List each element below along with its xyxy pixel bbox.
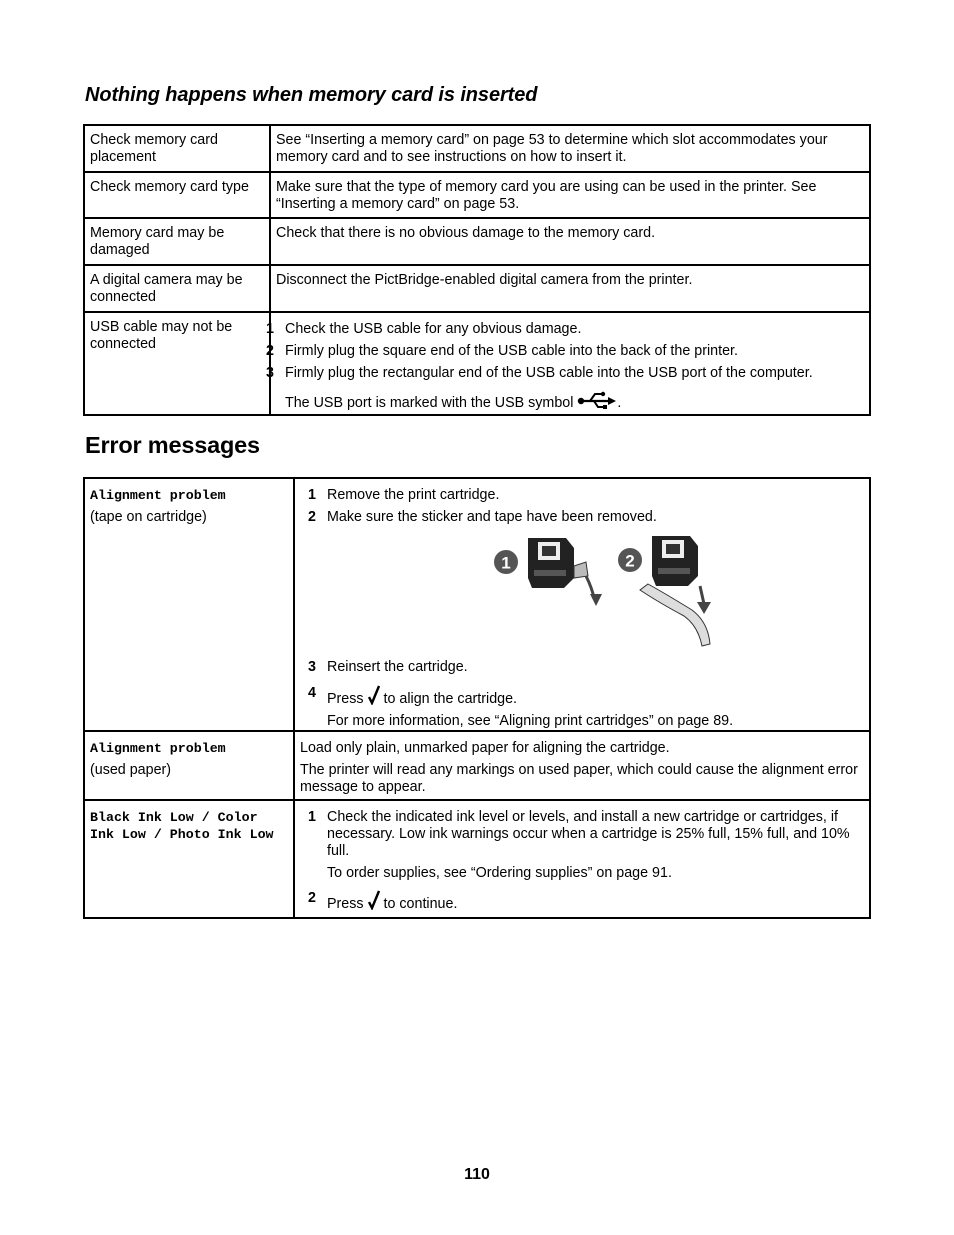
step-text xyxy=(327,890,864,913)
tape-1-icon xyxy=(574,562,602,606)
message-cell xyxy=(84,478,294,731)
page-number: 110 xyxy=(464,1166,490,1183)
solution-cell: Disconnect the PictBridge-enabled digital camera from the printer. xyxy=(270,265,870,312)
table-row xyxy=(84,800,870,918)
step-text xyxy=(327,685,864,708)
problem-cell: Check memory card type xyxy=(84,172,270,218)
step-text-pre: Press xyxy=(327,896,364,912)
cartridge-tape-removal-illustration xyxy=(488,532,748,652)
step-text: Remove the print cartridge. xyxy=(327,487,500,503)
step-number: 1 xyxy=(266,321,274,337)
step-number: 3 xyxy=(266,365,274,381)
memory-card-troubleshooting-table xyxy=(83,124,871,416)
step-text: Reinsert the cartridge. xyxy=(327,659,468,675)
error-messages-heading: Error messages xyxy=(85,432,260,458)
cartridge-illustration xyxy=(300,532,864,652)
step-number: 1 xyxy=(308,487,316,503)
table-row xyxy=(84,731,870,800)
step-text: Check the USB cable for any obvious damage. xyxy=(285,321,582,337)
step-number: 1 xyxy=(308,809,316,825)
section-heading: Nothing happens when memory card is inserted xyxy=(85,84,538,106)
step-text: Check the indicated ink level or levels, and install a new cartridge or cartridges, if necessary. Low ink warnings occur when a cartridge is 25% full, 15% full, and 10% full. xyxy=(327,809,850,859)
solution-cell: Make sure that the type of memory card you are using can be used in the printer. See “Inserting a memory card” on page 53. xyxy=(270,172,870,218)
solution-cell: Check that there is no obvious damage to the memory card. xyxy=(270,218,870,265)
step-number: 2 xyxy=(266,343,274,359)
step-text-post: to align the cartridge. xyxy=(383,691,518,707)
step-text-pre: Press xyxy=(327,691,364,707)
step-text: Firmly plug the rectangular end of the USB cable into the USB port of the computer. xyxy=(285,365,813,381)
solution-cell xyxy=(294,800,870,918)
solution-cell xyxy=(294,731,870,800)
step-number: 2 xyxy=(308,890,316,906)
list-item xyxy=(258,321,864,338)
table-row xyxy=(84,312,870,415)
message-cell xyxy=(84,731,294,800)
table-row xyxy=(84,125,870,172)
table-row xyxy=(84,172,870,218)
removed-tape-icon xyxy=(640,584,711,646)
list-item xyxy=(300,487,864,504)
table-row xyxy=(84,218,870,265)
list-item xyxy=(300,809,864,860)
paragraph: Load only plain, unmarked paper for aligning the cartridge. xyxy=(300,740,670,756)
cartridge-1-icon xyxy=(528,538,574,588)
step-text: Make sure the sticker and tape have been removed. xyxy=(327,509,657,525)
usb-note-end: . xyxy=(617,395,622,411)
problem-cell: Check memory card placement xyxy=(84,125,270,172)
list-item xyxy=(258,365,864,382)
cartridge-2-icon xyxy=(652,536,698,586)
solution-cell: See “Inserting a memory card” on page 53 to determine which slot accommodates your memory card and to see instructions on how to insert it. xyxy=(270,125,870,172)
message-cell xyxy=(84,800,294,918)
error-message-subtitle: (tape on cartridge) xyxy=(90,509,207,525)
callout-2: 2 xyxy=(625,551,635,571)
problem-cell: Memory card may be damaged xyxy=(84,218,270,265)
order-supplies-note: To order supplies, see “Ordering supplies” on page 91. xyxy=(327,865,672,881)
usb-note xyxy=(276,391,864,412)
step-text-post: to continue. xyxy=(383,896,458,912)
problem-cell: A digital camera may be connected xyxy=(84,265,270,312)
error-messages-table xyxy=(83,477,871,919)
solution-cell xyxy=(294,478,870,731)
error-message-subtitle: (used paper) xyxy=(90,762,172,778)
paragraph: The printer will read any markings on used paper, which could cause the alignment error message to appear. xyxy=(300,762,858,795)
usb-symbol-icon xyxy=(577,391,617,409)
list-item xyxy=(300,685,864,708)
step-number: 4 xyxy=(308,685,316,701)
step-number: 2 xyxy=(308,509,316,525)
list-item xyxy=(258,343,864,360)
error-message-name: Black Ink Low / Color Ink Low / Photo Ink Low xyxy=(90,810,274,842)
more-info-text: For more information, see “Aligning print cartridges” on page 89. xyxy=(327,713,734,729)
table-row xyxy=(84,265,870,312)
table-row xyxy=(84,478,870,731)
error-message-name: Alignment problem xyxy=(90,741,226,756)
callout-1: 1 xyxy=(501,553,511,573)
step-number: 3 xyxy=(308,659,316,675)
checkmark-button-icon xyxy=(368,685,380,705)
checkmark-button-icon xyxy=(368,890,380,910)
usb-note-text: The USB port is marked with the USB symbol xyxy=(285,395,574,411)
list-item xyxy=(300,509,864,526)
step-text: Firmly plug the square end of the USB cable into the back of the printer. xyxy=(285,343,738,359)
problem-cell: USB cable may not be connected xyxy=(84,312,270,415)
error-message-name: Alignment problem xyxy=(90,488,226,503)
list-item xyxy=(300,659,864,676)
list-item xyxy=(300,890,864,913)
solution-cell xyxy=(266,312,870,415)
